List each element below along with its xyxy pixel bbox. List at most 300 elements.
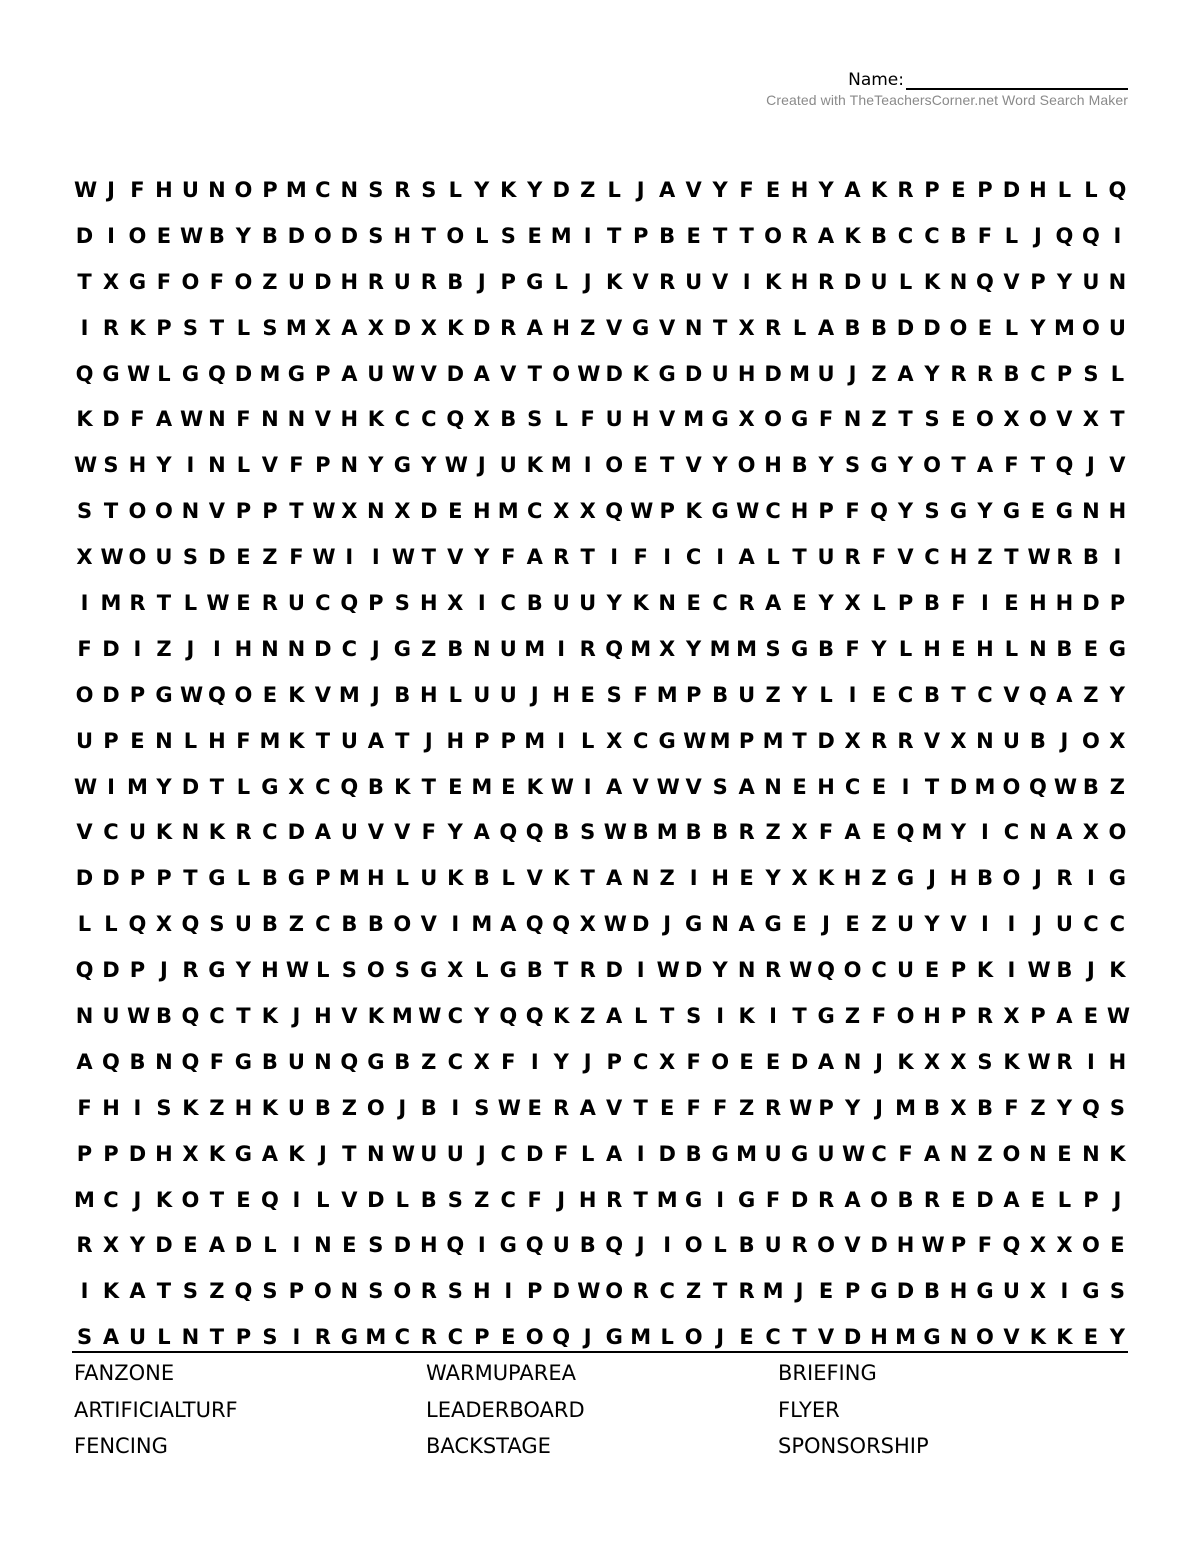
grid-letter: L — [475, 223, 489, 248]
grid-letter: W — [656, 958, 680, 983]
grid-letter: E — [951, 636, 966, 661]
grid-letter: E — [501, 1325, 516, 1350]
grid-letter: T — [395, 728, 410, 753]
grid-letter: Z — [844, 1003, 861, 1028]
grid-letter: R — [579, 958, 596, 983]
grid-letter: R — [1056, 1049, 1073, 1074]
grid-letter: O — [949, 315, 968, 340]
grid-letter: R — [102, 315, 120, 340]
grid-letter: P — [288, 1279, 305, 1304]
grid-letter: W — [789, 958, 813, 983]
grid-letter: E — [845, 912, 860, 937]
grid-letter: G — [155, 682, 173, 707]
grid-letter: I — [716, 1187, 725, 1212]
grid-letter: D — [1002, 177, 1021, 202]
grid-letter: I — [557, 728, 566, 753]
grid-letter: A — [844, 177, 861, 202]
grid-letter: X — [950, 1095, 967, 1120]
grid-letter: E — [1083, 636, 1099, 661]
grid-letter: S — [527, 407, 543, 432]
grid-letter: A — [606, 774, 623, 799]
grid-letter: Y — [156, 774, 172, 799]
grid-letter: X — [1056, 1233, 1073, 1258]
grid-letter: C — [1109, 912, 1126, 937]
grid-letter: H — [208, 728, 226, 753]
grid-letter: T — [289, 499, 304, 524]
grid-letter: U — [499, 636, 517, 661]
grid-letter: Z — [474, 1187, 490, 1212]
grid-letter: P — [1030, 1003, 1046, 1028]
name-label: Name: — [848, 70, 904, 90]
grid-letter: A — [579, 1095, 596, 1120]
grid-letter: B — [473, 866, 490, 891]
grid-letter: Y — [527, 177, 543, 202]
grid-letter: O — [313, 1279, 332, 1304]
grid-letter: H — [976, 636, 994, 661]
grid-letter: F — [686, 1049, 701, 1074]
grid-letter: G — [658, 361, 676, 386]
grid-letter: W — [179, 682, 204, 707]
grid-letter: J — [186, 636, 195, 661]
grid-letter: T — [659, 453, 675, 478]
grid-letter: V — [341, 1003, 358, 1028]
grid-letter: V — [1003, 269, 1020, 294]
grid-letter: T — [792, 1325, 807, 1350]
grid-letter: R — [844, 545, 861, 570]
grid-letter: C — [871, 1141, 887, 1166]
grid-letter: T — [209, 315, 225, 340]
grid-letter: O — [896, 1003, 915, 1028]
grid-letter: K — [261, 1003, 279, 1028]
grid-letter: M — [259, 361, 281, 386]
grid-letter: G — [870, 453, 888, 478]
grid-letter: E — [924, 958, 940, 983]
grid-letter: T — [236, 1003, 251, 1028]
grid-letter: B — [844, 315, 861, 340]
grid-letter: X — [473, 407, 490, 432]
grid-letter: W — [285, 958, 310, 983]
grid-letter: T — [421, 223, 436, 248]
grid-letter: M — [1053, 315, 1075, 340]
grid-letter: G — [658, 728, 676, 753]
grid-letter: O — [552, 361, 571, 386]
grid-letter: S — [421, 177, 437, 202]
grid-letter: E — [977, 315, 993, 340]
grid-letter: B — [394, 1049, 411, 1074]
grid-letter: W — [842, 1141, 866, 1166]
grid-letter: W — [789, 1095, 813, 1120]
grid-letter: Z — [686, 1279, 702, 1304]
grid-letter: O — [234, 177, 253, 202]
grid-letter: F — [77, 636, 92, 661]
grid-letter: I — [371, 545, 380, 570]
grid-letter: S — [765, 636, 781, 661]
grid-letter: K — [764, 269, 782, 294]
grid-letter: D — [75, 223, 94, 248]
grid-letter: I — [769, 1003, 777, 1028]
grid-letter: C — [924, 223, 940, 248]
grid-letter: X — [1082, 407, 1099, 432]
grid-letter: X — [791, 820, 808, 845]
grid-letter: Z — [288, 912, 304, 937]
grid-letter: L — [713, 1233, 727, 1258]
grid-letter: M — [391, 1003, 413, 1028]
grid-letter: E — [951, 1187, 966, 1212]
grid-letter: Q — [75, 361, 94, 386]
grid-letter: D — [340, 223, 359, 248]
grid-letter: H — [1108, 499, 1127, 524]
grid-letter: X — [102, 1233, 120, 1258]
grid-letter: D — [234, 361, 253, 386]
grid-letter: Z — [977, 1141, 993, 1166]
grid-letter: J — [1086, 958, 1095, 983]
grid-letter: R — [817, 1187, 835, 1212]
grid-letter: C — [871, 958, 887, 983]
grid-letter: I — [689, 866, 698, 891]
grid-letter: M — [259, 728, 281, 753]
grid-letter: D — [420, 499, 438, 524]
grid-letter: A — [738, 912, 755, 937]
grid-letter: H — [949, 545, 968, 570]
grid-letter: M — [74, 1187, 95, 1212]
grid-letter: K — [1109, 958, 1126, 983]
grid-letter: K — [367, 407, 384, 432]
grid-letter: L — [1057, 1187, 1072, 1212]
grid-letter: V — [817, 1325, 835, 1350]
grid-letter: R — [553, 545, 570, 570]
grid-letter: N — [843, 1049, 862, 1074]
grid-letter: W — [418, 1003, 442, 1028]
grid-letter: O — [1002, 866, 1021, 891]
grid-letter: I — [663, 545, 672, 570]
grid-letter: D — [287, 223, 306, 248]
grid-row — [74, 1314, 1128, 1360]
grid-letter: U — [340, 820, 358, 845]
grid-letter: E — [871, 774, 887, 799]
grid-letter: M — [709, 728, 731, 753]
grid-letter: A — [764, 590, 782, 615]
name-blank-line — [906, 70, 1128, 90]
grid-letter: V — [659, 315, 676, 340]
grid-letter: M — [524, 728, 546, 753]
grid-letter: J — [371, 682, 380, 707]
grid-letter: Y — [235, 223, 252, 248]
grid-letter: H — [896, 1233, 915, 1258]
grid-letter: B — [261, 866, 278, 891]
grid-letter: D — [102, 866, 120, 891]
grid-letter: F — [686, 1095, 701, 1120]
grid-letter: B — [367, 774, 384, 799]
grid-letter: I — [981, 820, 989, 845]
grid-letter: D — [234, 1233, 253, 1258]
grid-letter: V — [632, 774, 649, 799]
grid-letter: B — [659, 223, 676, 248]
grid-letter: Z — [580, 1003, 596, 1028]
grid-letter: G — [711, 1141, 729, 1166]
grid-letter: T — [898, 407, 913, 432]
grid-letter: B — [976, 1095, 993, 1120]
grid-letter: Y — [447, 820, 463, 845]
grid-letter: F — [818, 407, 834, 432]
grid-letter: I — [1113, 545, 1122, 570]
grid-letter: I — [901, 774, 910, 799]
grid-letter: Q — [340, 774, 359, 799]
grid-letter: E — [1083, 1325, 1099, 1350]
grid-letter: L — [819, 682, 833, 707]
grid-letter: O — [605, 453, 624, 478]
grid-letter: D — [393, 315, 412, 340]
grid-letter: O — [128, 545, 147, 570]
grid-letter: B — [500, 407, 517, 432]
grid-letter: U — [234, 912, 252, 937]
grid-letter: F — [845, 636, 860, 661]
grid-letter: C — [685, 545, 702, 570]
grid-letter: H — [949, 1279, 968, 1304]
grid-letter: O — [737, 453, 756, 478]
grid-letter: H — [552, 682, 570, 707]
grid-letter: T — [580, 866, 595, 891]
grid-letter: L — [236, 774, 251, 799]
grid-letter: Q — [181, 1003, 200, 1028]
grid-letter: Y — [474, 1003, 490, 1028]
grid-letter: Z — [871, 912, 887, 937]
grid-letter: V — [76, 820, 93, 845]
grid-letter: U — [1082, 269, 1100, 294]
grid-letter: W — [179, 407, 204, 432]
grid-letter: N — [737, 958, 756, 983]
grid-letter: D — [473, 315, 491, 340]
grid-letter: K — [288, 728, 305, 753]
grid-letter: P — [235, 499, 252, 524]
grid-letter: L — [872, 590, 886, 615]
grid-letter: G — [896, 866, 915, 891]
grid-letter: D — [446, 361, 464, 386]
grid-row — [74, 1222, 1128, 1268]
grid-letter: R — [235, 820, 252, 845]
grid-letter: M — [127, 774, 148, 799]
divider-line — [72, 1351, 1128, 1353]
grid-letter: U — [420, 866, 438, 891]
grid-letter: K — [632, 361, 649, 386]
grid-letter: Q — [605, 1233, 624, 1258]
grid-letter: U — [817, 1141, 835, 1166]
grid-letter: D — [102, 636, 120, 661]
grid-letter: P — [103, 728, 119, 753]
grid-letter: T — [792, 545, 807, 570]
letter-grid — [74, 167, 1131, 1360]
grid-letter: Q — [525, 820, 544, 845]
grid-letter: E — [236, 1187, 251, 1212]
grid-letter: L — [766, 545, 780, 570]
grid-letter: K — [76, 407, 93, 432]
grid-letter: M — [497, 499, 519, 524]
word-list-item: BACKSTAGE — [426, 1434, 551, 1458]
grid-letter: O — [684, 1325, 703, 1350]
grid-letter: Y — [1030, 315, 1046, 340]
grid-letter: E — [130, 728, 145, 753]
grid-letter: E — [527, 1095, 542, 1120]
grid-letter: J — [928, 866, 936, 891]
grid-letter: I — [292, 1325, 301, 1350]
grid-letter: K — [394, 774, 411, 799]
grid-letter: S — [182, 315, 198, 340]
grid-letter: F — [1004, 453, 1019, 478]
grid-letter: W — [206, 590, 230, 615]
grid-letter: S — [156, 1095, 172, 1120]
grid-letter: C — [765, 1325, 781, 1350]
grid-letter: A — [923, 1141, 941, 1166]
grid-letter: M — [550, 453, 572, 478]
grid-letter: I — [663, 1233, 672, 1258]
grid-letter: B — [1056, 958, 1073, 983]
grid-letter: N — [75, 1003, 94, 1028]
grid-letter: C — [315, 177, 331, 202]
grid-letter: G — [287, 361, 305, 386]
grid-letter: J — [133, 1187, 142, 1212]
grid-letter: S — [394, 958, 410, 983]
grid-letter: K — [182, 1095, 199, 1120]
grid-letter: O — [446, 223, 465, 248]
grid-letter: S — [924, 499, 940, 524]
grid-letter: B — [447, 636, 464, 661]
grid-letter: Q — [525, 1233, 544, 1258]
grid-letter: H — [314, 1003, 332, 1028]
grid-letter: H — [472, 499, 491, 524]
grid-letter: D — [976, 1187, 994, 1212]
grid-letter: B — [897, 1187, 914, 1212]
grid-letter: L — [316, 1187, 330, 1212]
grid-letter: T — [554, 958, 569, 983]
grid-letter: K — [1109, 1141, 1126, 1166]
grid-letter: A — [844, 820, 861, 845]
grid-letter: K — [844, 223, 861, 248]
grid-letter: U — [75, 728, 94, 753]
grid-letter: H — [340, 269, 359, 294]
grid-letter: L — [157, 1325, 171, 1350]
grid-letter: O — [393, 912, 412, 937]
grid-letter: Y — [818, 453, 834, 478]
grid-letter: F — [289, 453, 304, 478]
grid-letter: G — [923, 1325, 941, 1350]
grid-letter: W — [179, 223, 204, 248]
grid-letter: S — [924, 407, 940, 432]
grid-letter: J — [1086, 453, 1095, 478]
grid-letter: B — [1082, 774, 1099, 799]
grid-letter: R — [420, 269, 437, 294]
grid-letter: U — [817, 545, 835, 570]
grid-letter: T — [209, 1187, 225, 1212]
grid-letter: B — [923, 1279, 940, 1304]
grid-letter: T — [659, 1003, 675, 1028]
grid-letter: E — [236, 590, 251, 615]
grid-letter: R — [897, 177, 914, 202]
grid-letter: A — [367, 728, 384, 753]
grid-letter: A — [976, 453, 994, 478]
grid-letter: U — [287, 590, 305, 615]
grid-letter: C — [1083, 912, 1099, 937]
grid-letter: L — [183, 728, 198, 753]
grid-letter: O — [605, 1279, 624, 1304]
grid-letter: W — [74, 177, 98, 202]
grid-letter: O — [1081, 728, 1100, 753]
grid-letter: O — [313, 223, 332, 248]
grid-row — [74, 488, 1128, 534]
grid-letter: J — [1034, 223, 1042, 248]
grid-letter: D — [314, 269, 332, 294]
grid-letter: M — [550, 223, 572, 248]
grid-letter: W — [74, 453, 98, 478]
grid-letter: G — [685, 1187, 703, 1212]
grid-letter: P — [1109, 590, 1126, 615]
grid-letter: S — [447, 1279, 463, 1304]
grid-letter: F — [209, 1049, 225, 1074]
grid-letter: J — [848, 361, 857, 386]
grid-letter: F — [527, 1187, 542, 1212]
grid-letter: T — [527, 361, 542, 386]
grid-letter: V — [500, 361, 517, 386]
grid-letter: J — [557, 1187, 566, 1212]
grid-letter: B — [208, 223, 225, 248]
grid-letter: N — [976, 728, 994, 753]
grid-letter: X — [1029, 1279, 1047, 1304]
grid-letter: Q — [817, 958, 835, 983]
grid-letter: F — [951, 590, 966, 615]
grid-letter: D — [684, 361, 703, 386]
grid-letter: R — [791, 223, 808, 248]
word-list-item: FLYER — [778, 1397, 840, 1422]
grid-letter: H — [870, 1325, 888, 1350]
grid-letter: P — [315, 453, 331, 478]
grid-letter: Y — [871, 636, 887, 661]
grid-letter: M — [656, 820, 678, 845]
grid-letter: N — [764, 774, 782, 799]
grid-letter: R — [976, 1003, 994, 1028]
grid-letter: C — [394, 407, 411, 432]
grid-letter: V — [685, 774, 702, 799]
grid-letter: T — [951, 453, 966, 478]
grid-letter: A — [1056, 820, 1073, 845]
grid-letter: F — [818, 820, 834, 845]
grid-letter: I — [80, 1279, 89, 1304]
grid-letter: A — [738, 545, 755, 570]
grid-letter: B — [950, 223, 967, 248]
grid-letter: P — [315, 866, 331, 891]
grid-letter: D — [552, 177, 570, 202]
grid-letter: C — [315, 912, 331, 937]
grid-letter: C — [315, 774, 331, 799]
grid-letter: K — [129, 315, 146, 340]
grid-letter: L — [660, 1325, 674, 1350]
grid-letter: F — [739, 177, 754, 202]
grid-letter: L — [581, 1141, 595, 1166]
grid-letter: L — [104, 912, 118, 937]
grid-letter: I — [1007, 912, 1016, 937]
grid-letter: D — [764, 361, 782, 386]
grid-letter: B — [1082, 545, 1099, 570]
grid-letter: X — [76, 545, 93, 570]
grid-letter: O — [843, 958, 862, 983]
grid-letter: T — [183, 866, 198, 891]
grid-letter: V — [685, 177, 702, 202]
grid-letter: P — [950, 1003, 967, 1028]
grid-letter: X — [288, 774, 305, 799]
grid-letter: J — [795, 1279, 804, 1304]
grid-letter: I — [477, 1233, 486, 1258]
grid-letter: C — [924, 545, 940, 570]
grid-letter: S — [686, 1003, 702, 1028]
grid-letter: G — [181, 361, 200, 386]
grid-letter: I — [477, 590, 486, 615]
